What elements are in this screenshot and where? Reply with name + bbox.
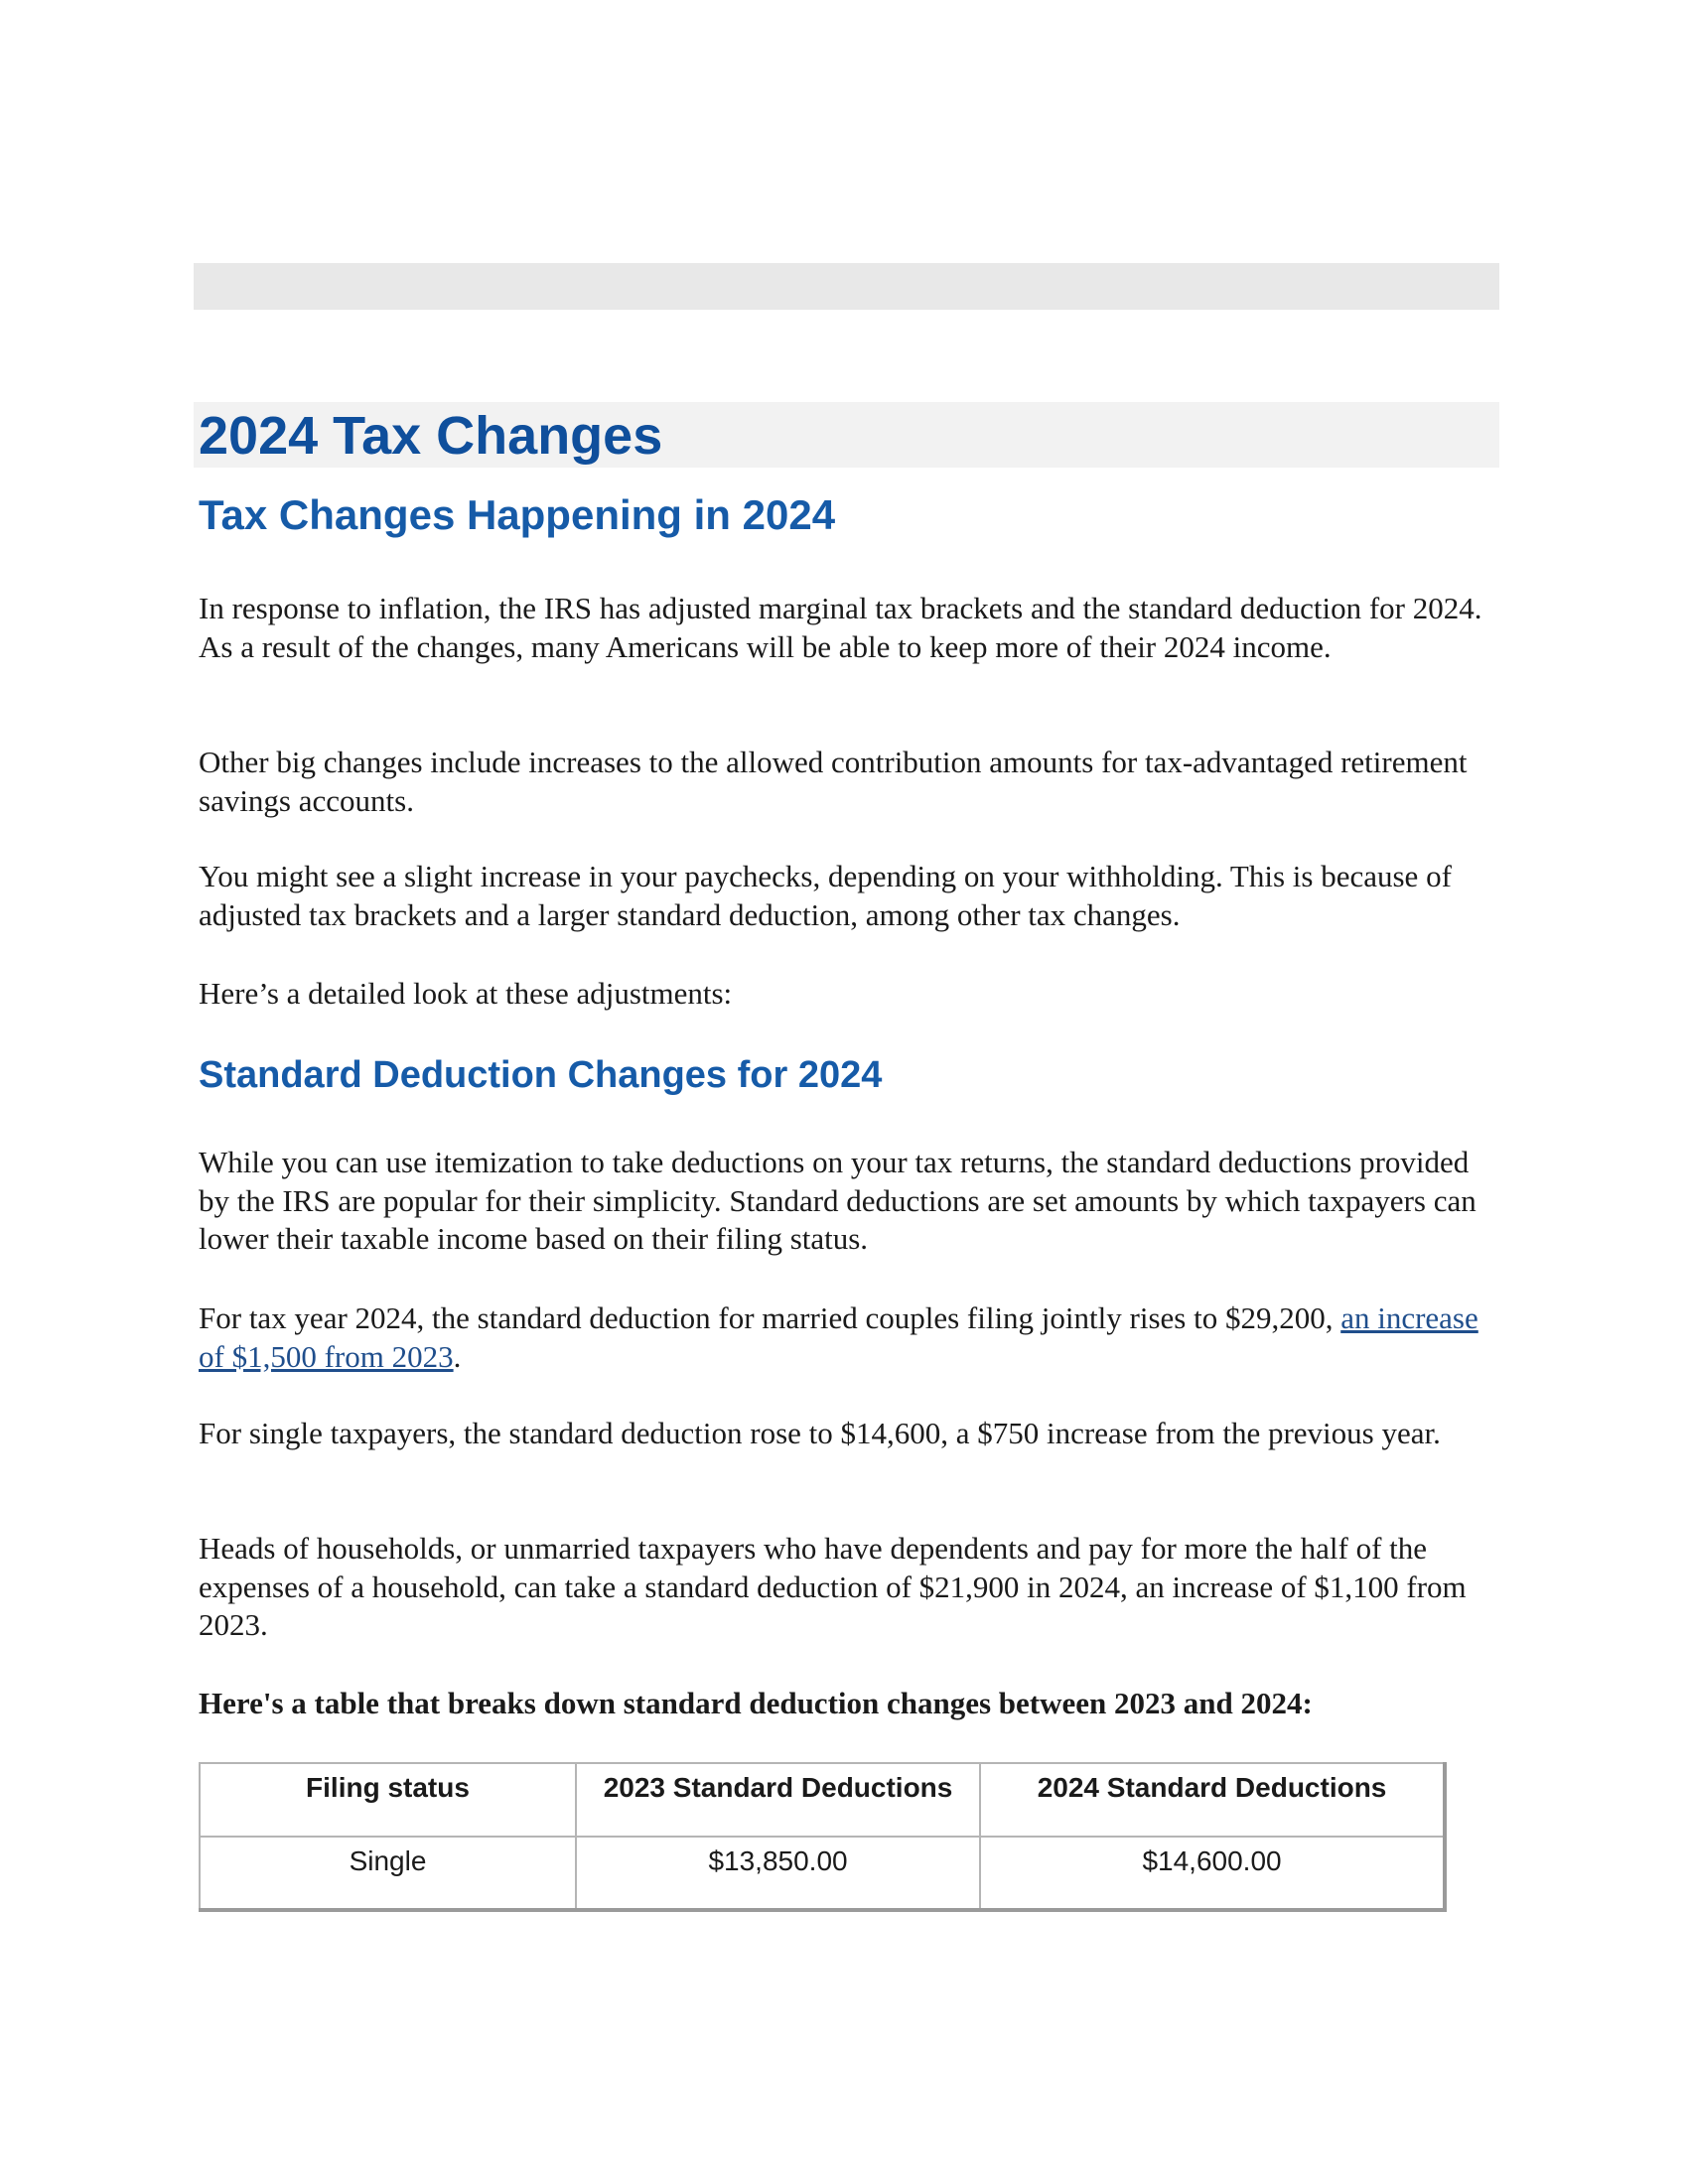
header-2023-deductions: 2023 Standard Deductions xyxy=(576,1763,980,1837)
page-subtitle: Tax Changes Happening in 2024 xyxy=(199,491,836,538)
page-title: 2024 Tax Changes xyxy=(199,406,663,466)
header-filing-status: Filing status xyxy=(200,1763,576,1837)
paragraph-heads-of-household: Heads of households, or unmarried taxpayers who have dependents and pay for more the half of the expenses of a household, can take a standard deduction of $21,900 in 2024, an increase of $1,100 from 2023. xyxy=(199,1531,1467,1642)
paragraph-retirement: Other big changes include increases to the allowed contribution amounts for tax-advantaged retirement savings accounts. xyxy=(199,745,1468,818)
paragraph-detailed-look: Here’s a detailed look at these adjustments: xyxy=(199,976,733,1011)
increase-link[interactable]: an increase of $1,500 from 2023 xyxy=(199,1300,1478,1374)
table-header-row xyxy=(200,1763,1445,1837)
cell-2024-value: $14,600.00 xyxy=(980,1837,1445,1910)
table-intro: Here's a table that breaks down standard deduction changes between 2023 and 2024: xyxy=(199,1686,1313,1720)
paragraph-paychecks: You might see a slight increase in your paychecks, depending on your withholding. This is because of adjusted tax brackets and a larger standard deduction, among other tax changes. xyxy=(199,859,1452,932)
paragraph-single: For single taxpayers, the standard deduction rose to $14,600, a $750 increase from the previous year. xyxy=(199,1416,1441,1450)
cell-2023-value: $13,850.00 xyxy=(576,1837,980,1910)
header-2024-deductions: 2024 Standard Deductions xyxy=(980,1763,1445,1837)
married-jointly-text: For tax year 2024, the standard deduction for married couples filing jointly rises to $29,200, xyxy=(199,1300,1341,1335)
deductions-table xyxy=(199,1762,1447,1912)
table-row xyxy=(200,1837,1445,1910)
paragraph-itemization: While you can use itemization to take deductions on your tax returns, the standard deductions provided by the IRS are popular for their simplicity. Standard deductions are set amounts by which taxpayers can lower their taxable income based on their filing status. xyxy=(199,1145,1477,1256)
paragraph-inflation: In response to inflation, the IRS has adjusted marginal tax brackets and the standard deduction for 2024. As a result of the changes, many Americans will be able to keep more of their 2024 income. xyxy=(199,591,1482,664)
paragraph-married-jointly xyxy=(199,1299,1499,1376)
cell-filing-status: Single xyxy=(200,1837,576,1910)
header-band xyxy=(194,263,1499,310)
married-jointly-period: . xyxy=(453,1338,462,1374)
section-heading-standard-deduction: Standard Deduction Changes for 2024 xyxy=(199,1054,883,1096)
